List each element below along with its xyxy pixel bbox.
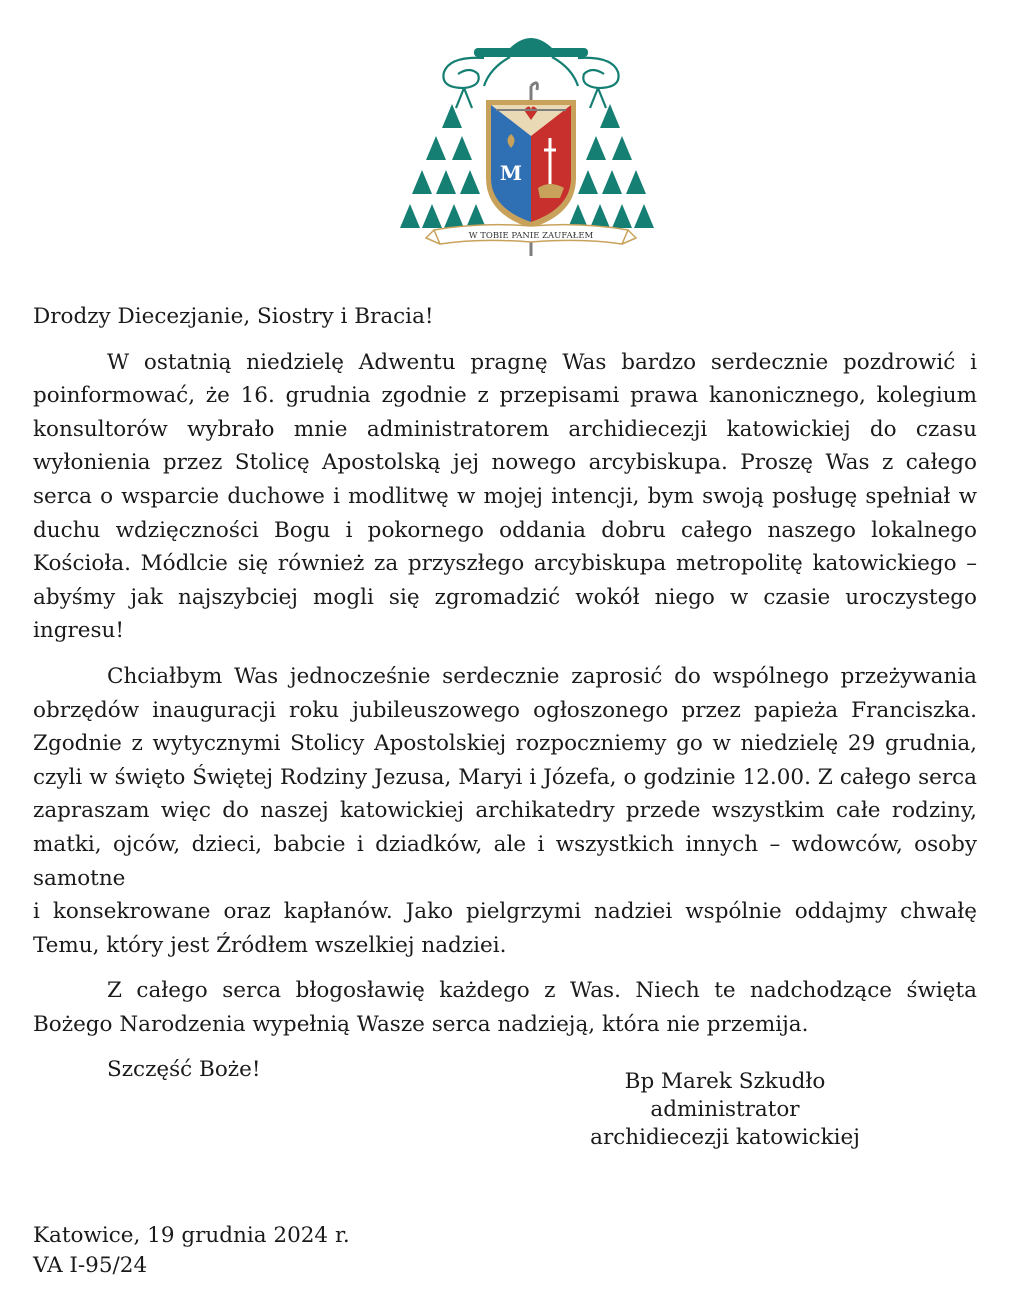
signatory-title: administrator: [650, 1097, 800, 1122]
tassels-right: [568, 104, 654, 228]
motto-text: W TOBIE PANIE ZAUFAŁEM: [468, 231, 594, 241]
reference-number: VA I-95/24: [33, 1253, 148, 1278]
paragraph-1: W ostatnią niedzielę Adwentu pragnę Was bardzo serdecznie pozdrowić i poinformować, że 16. grudnia zgodnie z przepisami prawa kanonicznego, kolegium konsultorów wybrało mnie administratorem archidiecezji katowickiej do czasu wyłonienia przez Stolicę Apostolską jej nowego arcybiskupa. Proszę Was z całego serca o wsparcie duchowe i modlitwę w mojej intencji, bym swoją posługę spełniał w duchu wdzięczności Bogu i pokornego oddania dobru całego naszego lokalnego Kościoła. Módlcie się również za przyszłego arcybiskupa metropolitę katowickiego – abyśmy jak najszybciej mogli się zgromadzić wokół niego w czasie uroczystego ingresu!: [33, 349, 977, 644]
paragraph-2: [33, 660, 977, 962]
galero-hat-icon: [474, 38, 588, 57]
tassels-left: [400, 104, 486, 228]
shield-letter: M: [499, 161, 523, 185]
greeting: Drodzy Diecezjanie, Siostry i Bracia!: [33, 304, 434, 329]
signatory-name: Bp Marek Szkudło: [624, 1069, 826, 1094]
footer: [33, 1221, 350, 1281]
letter-body: [33, 300, 977, 1103]
paragraph-3: Z całego serca błogosławię każdego z Was. Niech te nadchodzące święta Bożego Narodzenia wypełnią Wasze serca nadzieją, która nie przemija.: [33, 978, 977, 1037]
paragraph-2-part-2: i konsekrowane oraz kapłanów. Jako pielgrzymi nadziei wspólnie oddajmy chwałę Temu, który jest Źródłem wszelkiej nadziei.: [33, 899, 977, 958]
signatory-office: archidiecezji katowickiej: [590, 1125, 860, 1150]
coat-of-arms: [400, 28, 662, 260]
paragraph-2-part-1: Chciałbym Was jednocześnie serdecznie zaprosić do wspólnego przeżywania obrzędów inauguracji roku jubileuszowego ogłoszonego przez papieża Franciszka. Zgodnie z wytycznymi Stolicy Apostolskiej rozpoczniemy go w niedzielę 29 grudnia, czyli w święto Świętej Rodziny Jezusa, Maryi i Józefa, o godzinie 12.00. Z całego serca zapraszam więc do naszej katowickiej archikatedry przede wszystkim całe rodziny, matki, ojców, dzieci, babcie i dziadków, ale i wszystkich innych – wdowców, osoby samotne: [33, 663, 977, 891]
signature-block: [560, 1068, 890, 1152]
closing-blessing: Szczęść Boże!: [107, 1057, 261, 1083]
place-date: Katowice, 19 grudnia 2024 r.: [33, 1223, 350, 1248]
